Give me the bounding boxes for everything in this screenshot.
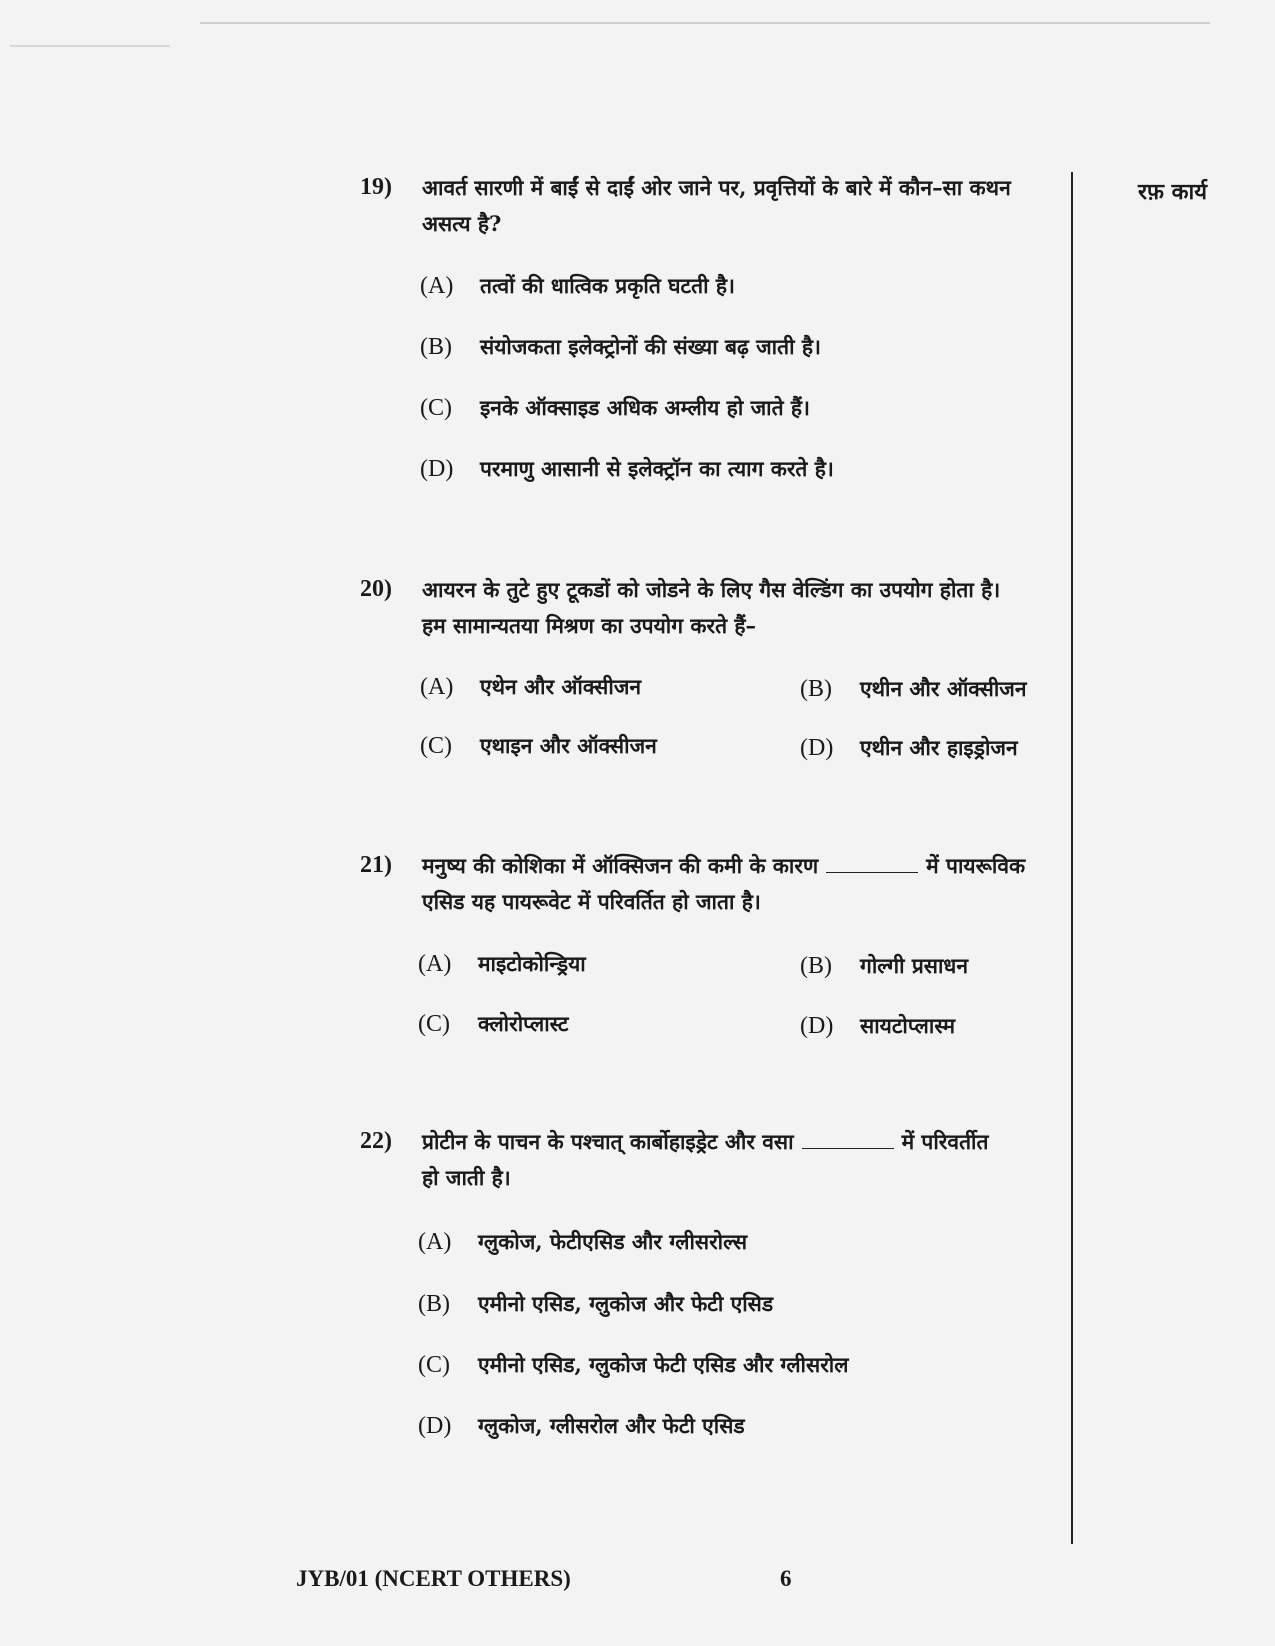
fill-in-blank <box>826 854 918 873</box>
option-letter: (C) <box>418 1011 450 1037</box>
option-text: माइटोकोन्ड्रिया <box>478 951 586 976</box>
rough-work-label: रफ़ कार्य <box>1138 179 1207 205</box>
question-number: 20) <box>360 576 392 602</box>
question-text-line-1: आवर्त सारणी में बाईं से दाईं ओर जाने पर, प्रवृत्तियों के बारे में कौन–सा कथन <box>422 175 1011 200</box>
option-letter: (C) <box>420 733 452 759</box>
option-letter: (D) <box>420 456 454 482</box>
option-letter: (B) <box>800 676 832 702</box>
option-19-d <box>420 455 834 483</box>
option-20-b <box>800 675 1027 703</box>
fill-in-blank <box>802 1130 894 1149</box>
question-text-line-2: हम सामान्यतया मिश्रण का उपयोग करते हैं– <box>422 613 757 638</box>
question-text-before-blank: मनुष्य की कोशिका में ऑक्सिजन की कमी के कारण <box>422 853 819 878</box>
question-19 <box>360 174 1070 246</box>
option-text: गोल्गी प्रसाधन <box>860 953 969 978</box>
option-text: सायटोप्लास्म <box>860 1013 956 1038</box>
option-20-a <box>420 673 641 701</box>
option-text: तत्वों की धात्विक प्रकृति घटती है। <box>480 273 735 298</box>
option-text: इनके ऑक्साइड अधिक अम्लीय हो जाते हैं। <box>480 395 810 420</box>
question-text-line-2: एसिड यह पायरूवेट में परिवर्तित हो जाता है। <box>422 889 761 914</box>
page-edge-top <box>200 22 1210 24</box>
option-letter: (A) <box>420 674 454 700</box>
option-20-d <box>800 734 1018 762</box>
option-19-c <box>420 394 810 422</box>
question-text-after-blank: में पायरूविक <box>926 853 1026 878</box>
option-text: संयोजकता इलेक्ट्रोनों की संख्या बढ़ जाती है। <box>480 334 821 359</box>
question-number: 21) <box>360 852 392 878</box>
option-letter: (B) <box>800 953 832 979</box>
question-22 <box>360 1128 1070 1200</box>
option-text: ग्लुकोज, फेटीएसिड और ग्लीसरोल्स <box>478 1229 748 1254</box>
option-letter: (C) <box>418 1352 450 1378</box>
question-21 <box>360 852 1070 924</box>
option-text: एमीनो एसिड, ग्लुकोज फेटी एसिड और ग्लीसरोल <box>478 1352 849 1377</box>
page-number: 6 <box>780 1566 792 1591</box>
option-letter: (D) <box>800 1013 834 1039</box>
question-text-line-1 <box>422 1128 988 1156</box>
option-19-a <box>420 272 735 300</box>
option-22-a <box>418 1228 747 1256</box>
paper-code: JYB/01 (NCERT OTHERS) <box>296 1566 571 1591</box>
option-letter: (C) <box>420 395 452 421</box>
option-text: एथीन और ऑक्सीजन <box>860 676 1027 701</box>
option-letter: (A) <box>420 273 454 299</box>
rough-work-divider <box>1071 172 1073 1544</box>
question-text-line-1: आयरन के तुटे हुए टूकडों को जोडने के लिए गैस वेल्डिंग का उपयोग होता है। <box>422 577 1001 602</box>
option-letter: (D) <box>800 735 834 761</box>
question-text-line-1 <box>422 852 1025 880</box>
option-text: एमीनो एसिड, ग्लुकोज और फेटी एसिड <box>478 1291 774 1316</box>
option-22-c <box>418 1351 848 1379</box>
option-letter: (B) <box>418 1291 450 1317</box>
option-text: एथेन और ऑक्सीजन <box>480 674 642 699</box>
option-22-b <box>418 1290 773 1318</box>
option-text: ग्लुकोज, ग्लीसरोल और फेटी एसिड <box>478 1413 745 1438</box>
option-text: क्लोरोप्लास्ट <box>478 1011 569 1036</box>
question-text-after-blank: में परिवर्तीत <box>901 1129 989 1154</box>
option-21-c <box>418 1010 568 1038</box>
question-20 <box>360 576 1070 648</box>
option-20-c <box>420 732 657 760</box>
question-text-before-blank: प्रोटीन के पाचन के पश्चात् कार्बोहाइड्रेट और वसा <box>422 1129 794 1154</box>
option-text: परमाणु आसानी से इलेक्ट्रॉन का त्याग करते है। <box>480 456 834 481</box>
question-text-line-2: हो जाती है। <box>422 1165 511 1190</box>
page-edge-left <box>10 45 170 47</box>
option-letter: (A) <box>418 1229 452 1255</box>
option-text: एथीन और हाइड्रोजन <box>860 735 1018 760</box>
option-letter: (D) <box>418 1413 452 1439</box>
option-21-a <box>418 950 586 978</box>
option-21-b <box>800 952 968 980</box>
option-22-d <box>418 1412 745 1440</box>
question-text-line-2: असत्य है? <box>422 211 502 236</box>
question-number: 19) <box>360 174 392 200</box>
option-letter: (B) <box>420 334 452 360</box>
option-text: एथाइन और ऑक्सीजन <box>480 733 657 758</box>
option-21-d <box>800 1012 955 1040</box>
option-letter: (A) <box>418 951 452 977</box>
question-number: 22) <box>360 1128 392 1154</box>
option-19-b <box>420 333 821 361</box>
